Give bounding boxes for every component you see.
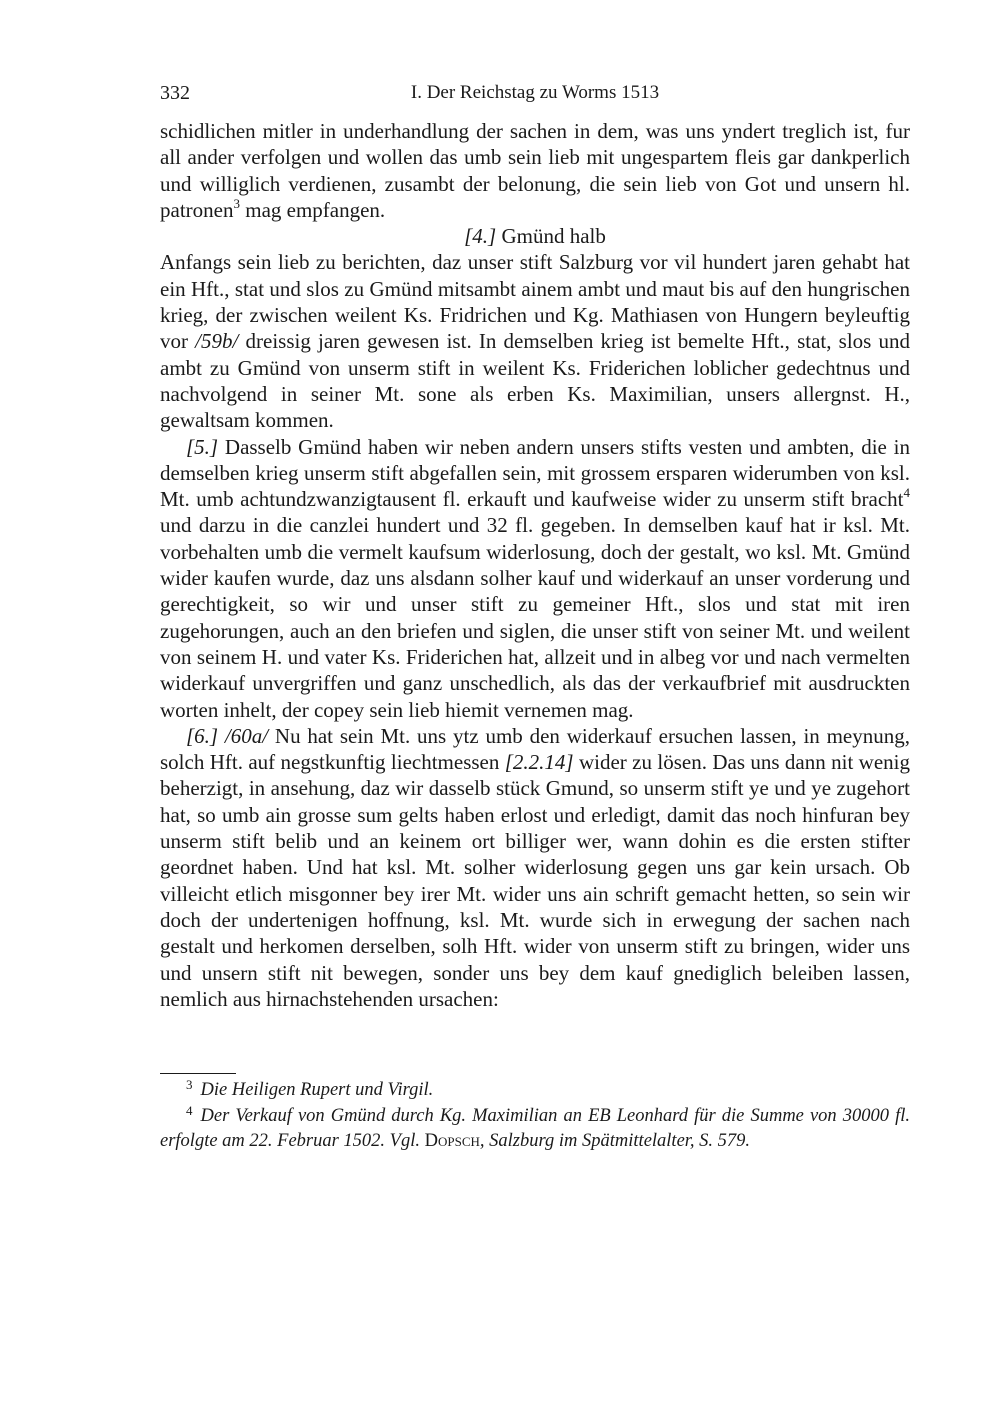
footnotes: [160, 1078, 910, 1154]
section-number: [4.]: [464, 224, 497, 249]
author-name: Dopsch: [424, 1131, 480, 1152]
footnote-divider: [160, 1073, 236, 1074]
running-header: [160, 78, 910, 108]
footnote-mark: 3: [186, 1077, 193, 1093]
paragraph-number: [6.]: [186, 723, 219, 748]
paragraph-continuation: schidlichen mitler in underhandlung der sachen in dem, was uns yndert treglich ist, fur all ander verfolgen und wollen das umb sein lieb mit ungespartem fleis gar dankperlich und williglich verdienen, zusambt der belonung, die sein lieb von Got und unsern hl. patronen$^3$ mag empfangen.: [160, 119, 910, 222]
date-annotation: [2.2.14]: [504, 750, 574, 775]
section-title: Gmünd halb: [496, 224, 606, 249]
paragraph-4: Anfangs sein lieb zu berichten, daz unser stift Salzburg vor vil hundert jaren gehabt hat ein Hft., stat und slos zu Gmünd mitsambt ainem ambt und maut bis auf den hungrischen krieg, der zwischen weilent Ks. Fridrichen und Kg. Mathiasen von Hungern beyleuftig vor /59b/ dreissig jaren gewesen ist. In demselben krieg ist bemelte Hft., stat, slos und ambt zu Gmünd von unserm stift in weilent Ks. Friderichen loblicher gedechtnus und nachvolgend in seiner Mt. sone als erben Ks. Maximilian, unsers allergnst. H., gewaltsam kommen.: [160, 250, 911, 433]
document-page: [160, 78, 910, 1154]
paragraph-5: [5.] Dasselb Gmünd haben wir neben andern unsers stifts vesten und ambten, die in demselben krieg unserm stift abgefallen sein, mit grossem ersparen widerumben von ksl. Mt. umb achtundzwanzigtausent fl. erkauft und kaufweise wider zu unserm stift bracht$^4$ und darzu in die canzlei hundert und 32 fl. gegeben. In demselben kauf hat ir ksl. Mt. vorbehalten umb die vermelt kaufsum widerlosung, doch der gestalt, wo ksl. Mt. Gmünd wider kaufen wurde, daz uns alsdann solher kauf und widerkauf an unser vorderung und gerechtigkeit, so wir und unser stift zu gemeiner Hft., slos und stat mit iren zugehorungen, auch an den briefen und siglen, die unser stift von seiner Mt. und weilent von seinem H. und vater Ks. Friderichen hat, allzeit und in albeg vor und nach vermelten widerkauf unvergriffen und ganz unschedlich, als das der verkaufbrief mit ausdruckten worten inhelt, der copey sein lieb hiemit vernemen mag.: [160, 434, 910, 722]
footnote-reference-3[interactable]: 3: [233, 195, 240, 211]
section-heading: [160, 223, 910, 249]
page-number: 332: [160, 82, 190, 104]
footnote-mark: 4: [186, 1102, 193, 1118]
folio-marker: /60a/: [218, 723, 269, 748]
main-text: [160, 118, 910, 1012]
footnote-reference-4[interactable]: 4: [903, 485, 910, 501]
paragraph-number: [5.]: [186, 434, 219, 459]
running-title: I. Der Reichstag zu Worms 1513: [410, 82, 660, 103]
folio-marker: /59b/: [195, 329, 239, 354]
footnote-3: $^3$ Die Heiligen Rupert und Virgil.: [186, 1077, 434, 1101]
paragraph-6: [6.] /60a/ Nu hat sein Mt. uns ytz umb den widerkauf ersuchen lassen, in meynung, solch Hft. auf negstkunftig liechtmessen [2.2.14] wider zu lösen. Das uns dann nit wenig beherzigt, in ansehung, daz wir dasselb stück Gmund, so unserm stift ye und ye zugehort hat, so umb ain grosse sum gelts haben erlost und erledigt, damit das noch hinfuran bey unserm stift belib und an keinem ort billiger wer, wann dohin es die ersten stifter geordnet haben. Und hat ksl. Mt. solher widerlosung gegen uns gar kein ursach. Ob villeicht etlich misgonner bey irer Mt. wider uns ain schrift gemacht hetten, so sein wir doch der undertenigen hoffnung, ksl. Mt. wurde sich in erwegung der sachen nach gestalt und herkomen derselben, solh Hft. wider von unserm stift zu bringen, wider uns und unsern stift nit bewegen, sonder uns bey dem kauf gnediglich beleiben lassen, nemlich aus hirnachstehenden ursachen:: [160, 723, 911, 1011]
footnote-4: $^4$ Der Verkauf von Gmünd durch Kg. Maximilian an EB Leonhard für die Summe von 30000 fl. erfolgte am 22. Februar 1502. Vgl. Dopsch, Salzburg im Spätmittelalter, S. 579.: [160, 1102, 910, 1152]
